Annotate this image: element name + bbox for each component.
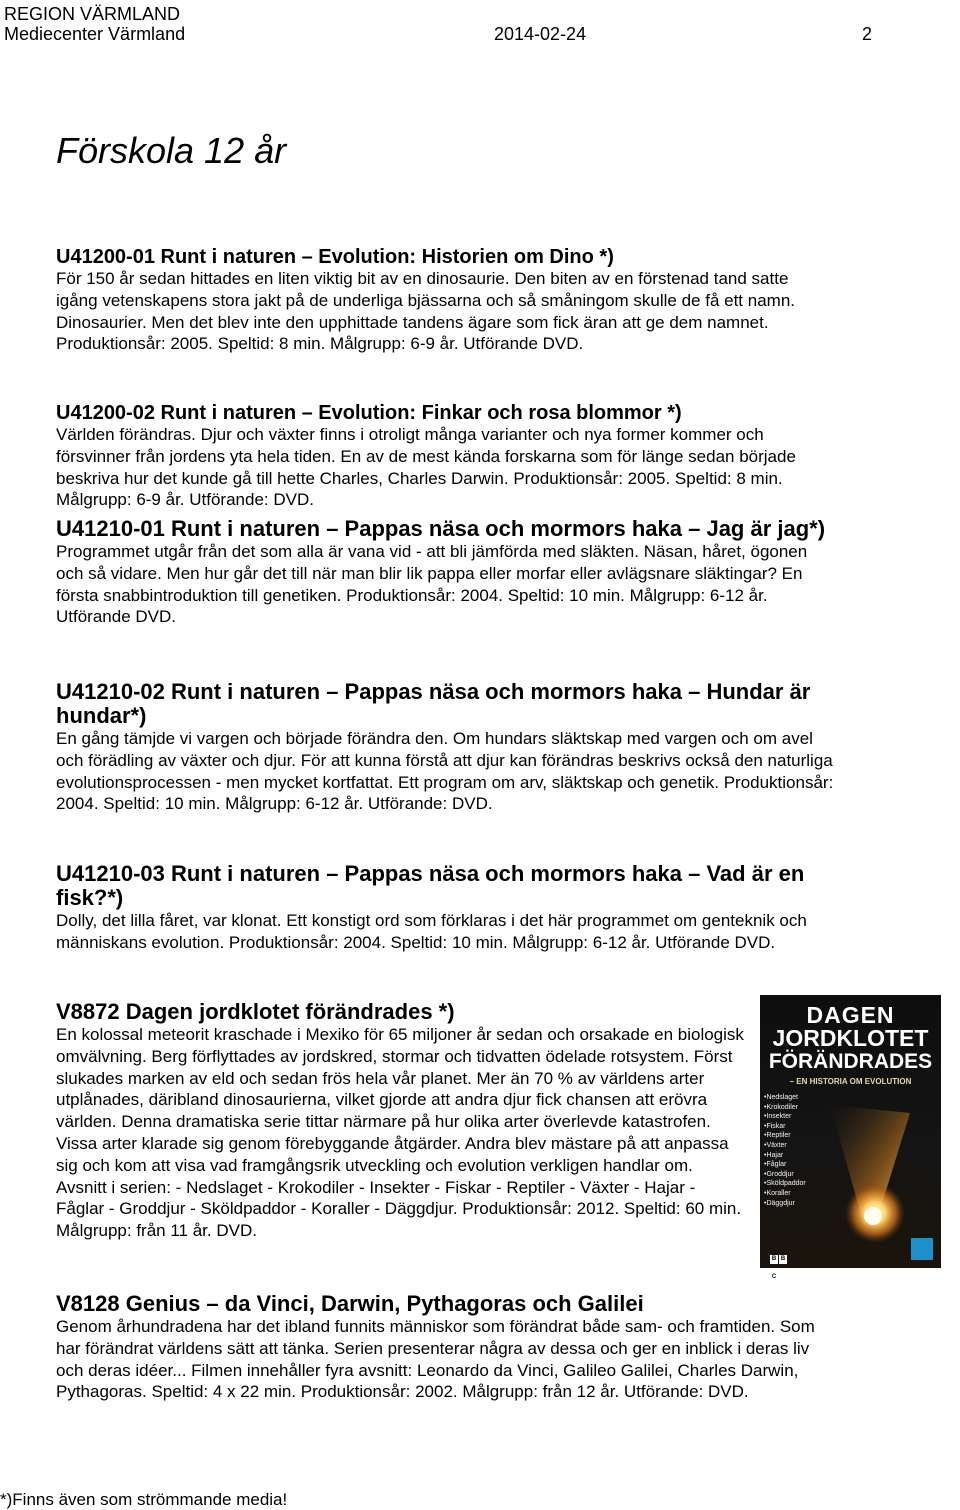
cover-title-line-3: FÖRÄNDRADES	[768, 1050, 933, 1073]
cover-episode: • Hajar	[764, 1151, 806, 1161]
entry-description: Världen förändras. Djur och växter finns i otroligt många varianter och nya former kommer och försvinner från jordens yta hela tiden. En av de mest kända forskarna som för länge sedan började beskriva hur det kunde gå till hette Charles, Charles Darwin. Produktionsår: 2005. Speltid: 8 min. Målgrupp: 6-9 år. Utförande: DVD.	[56, 425, 796, 510]
cover-episode: • Koraller	[764, 1189, 806, 1199]
catalog-entry-dino	[56, 246, 826, 355]
header-date: 2014-02-24	[494, 24, 587, 44]
entry-description: En kolossal meteorit kraschade i Mexiko för 65 miljoner år sedan och orsakade en biologisk omvälvning. Berg förflyttades av jordskred, stormar och tidvatten ödelade rotsystem. Först slukades marken av eld och sedan frös hela vår planet. Mer än 70 % av världens arter utplånades, däribland dinosaurierna, vilket gjorde att andra djur fick chansen att erövra världen. Denna dramatiska serie tittar närmare på hur olika arter överlevde katastrofen. Vissa arter klarade sig genom förebyggande åtgärder. Andra blev mästare på att anpassa sig och kom att visa vad framgångsrik utveckling och evolution verkligen handlar om. Avsnitt i serien: - Nedslaget - Krokodiler - Insekter - Fiskar - Reptiler - Växter - Hajar - Fåglar - Groddjur - Sköldpaddor - Koraller - Däggdjur. Produktionsår: 2012. Speltid: 60 min. Målgrupp: från 11 år. DVD.	[56, 1025, 744, 1241]
cover-episode: • Fiskar	[764, 1122, 806, 1132]
header-dept: Mediecenter Värmland	[4, 24, 186, 44]
header-page-number: 2	[862, 24, 873, 44]
entry-title: U41210-02 Runt i naturen – Pappas näsa och mormors haka – Hundar är hundar*)	[56, 679, 811, 728]
entry-description: För 150 år sedan hittades en liten viktig bit av en dinosaurie. Den biten av en förstenad tand satte igång vetenskapens stora jakt på de underliga bjässarna och så småningom skulle de få ett namn. Dinosaurier. Men det blev inte den upphittade tandens ägare som fick äran att ge dem namnet. Produktionsår: 2005. Speltid: 8 min. Målgrupp: 6-9 år. Utförande DVD.	[56, 269, 796, 354]
entry-description: Dolly, det lilla fåret, var klonat. Ett konstigt ord som förklaras i det här programmet om genteknik och människans evolution. Produktionsår: 2004. Speltid: 10 min. Målgrupp: 6-12 år. Utförande DVD.	[56, 911, 807, 952]
entry-description: Programmet utgår från det som alla är vana vid - att bli jämförda med släkten. Näsan, håret, ögonen och så vidare. Men hur går det till när man blir lik pappa eller morfar eller avlägsnare släktingar? En första snabbintroduktion till genetiken. Produktionsår: 2004. Speltid: 10 min. Målgrupp: 6-12 år. Utförande DVD.	[56, 542, 808, 627]
cover-episode: • Växter	[764, 1141, 806, 1151]
bbc-logo-icon: B BC	[771, 1256, 786, 1280]
cover-episode: • Fåglar	[764, 1160, 806, 1170]
cover-episode: • Insekter	[764, 1112, 806, 1122]
cover-episode: • Sköldpaddor	[764, 1179, 806, 1189]
cover-title-line-1: DAGEN	[806, 1002, 895, 1028]
cover-title-line-2: JORDKLOTET	[772, 1025, 929, 1051]
entry-title: U41210-03 Runt i naturen – Pappas näsa och mormors haka – Vad är en fisk?*)	[56, 861, 805, 910]
entry-title: U41200-02 Runt i naturen – Evolution: Finkar och rosa blommor *)	[56, 402, 682, 424]
catalog-entry-jordklotet	[56, 1000, 746, 1242]
cover-episode: • Däggdjur	[764, 1199, 806, 1209]
entry-description: En gång tämjde vi vargen och började förändra den. Om hundars släktskap med vargen och om avel och förädling av växter och djur. För att kunna förstå att djur kan förändras beskrivs också den naturliga evolutionsprocessen - men mycket kortfattat. Ett program om arv, släktskap och genetik. Produktionsår: 2004. Speltid: 10 min. Målgrupp: 6-12 år. Utförande: DVD.	[56, 729, 834, 814]
entry-description: Genom århundradena har det ibland funnits människor som förändrat både sam- och framtiden. Som har förändrat världens sätt att tänka. Serien presenterar några av dessa och ger en inblick i deras liv och deras idéer... Filmen innehåller fyra avsnitt: Leonardo da Vinci, Galileo Galilei, Charles Darwin, Pythagoras. Speltid: 4 x 22 min. Produktionsår: 2002. Målgrupp: från 12 år. Utförande: DVD.	[56, 1317, 815, 1402]
page-title: Förskola 12 år	[56, 130, 287, 171]
header-org: REGION VÄRMLAND	[4, 4, 181, 24]
cover-episode-list	[764, 1093, 806, 1208]
cover-episode: • Reptiler	[764, 1131, 806, 1141]
entry-title: U41210-01 Runt i naturen – Pappas näsa och mormors haka – Jag är jag*)	[56, 516, 826, 541]
entry-title: V8128 Genius – da Vinci, Darwin, Pythagoras och Galilei	[56, 1291, 644, 1316]
catalog-entry-fisk	[56, 862, 836, 954]
entry-title: U41200-01 Runt i naturen – Evolution: Historien om Dino *)	[56, 246, 614, 268]
cover-episode: • Groddjur	[764, 1170, 806, 1180]
catalog-entry-genius	[56, 1292, 836, 1403]
catalog-entry-finkar	[56, 402, 820, 511]
cover-episode: • Krokodiler	[764, 1103, 806, 1113]
cover-subtitle: – EN HISTORIA OM EVOLUTION	[789, 1077, 912, 1086]
catalog-entry-hundar	[56, 680, 836, 815]
publisher-logo-icon	[911, 1238, 933, 1260]
cover-episode: • Nedslaget	[764, 1093, 806, 1103]
dvd-cover-image	[760, 995, 941, 1280]
footnote: *)Finns även som strömmande media!	[0, 1490, 288, 1509]
entry-title: V8872 Dagen jordklotet förändrades *)	[56, 999, 455, 1024]
catalog-entry-jag-ar-jag	[56, 517, 828, 628]
